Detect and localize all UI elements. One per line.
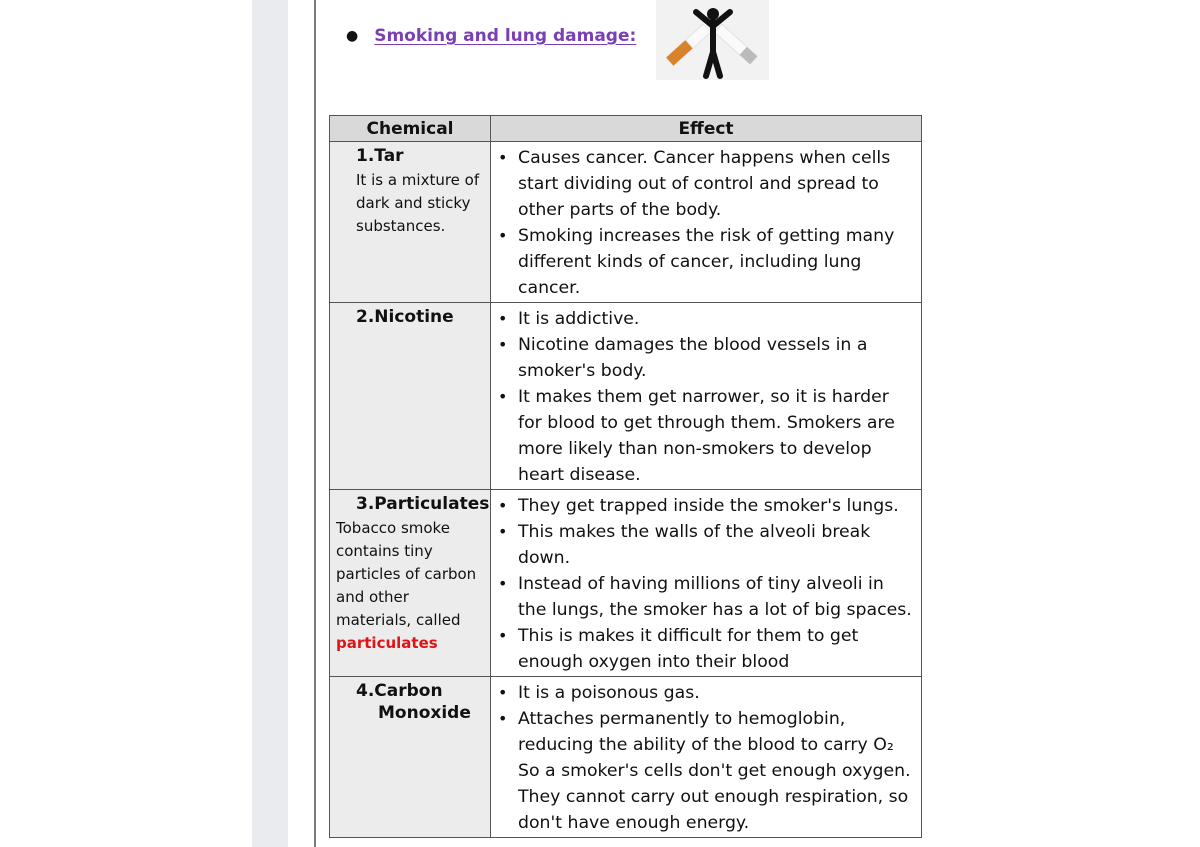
effect-item: • Attaches permanently to hemoglobin, reducing the ability of the blood to carry O₂ So a smoker's cells don't get enough oxygen. They cannot carry out enough respiration, so don't have enough energy. bbox=[518, 706, 913, 836]
effect-item: • Instead of having millions of tiny alveoli in the lungs, the smoker has a lot of big spaces. bbox=[518, 571, 913, 623]
effect-item: • It is addictive. bbox=[518, 306, 913, 332]
table-row-carbon-monoxide bbox=[330, 677, 922, 838]
chemical-cell bbox=[330, 303, 491, 490]
heading-bullet: ● bbox=[346, 28, 359, 44]
highlight-term: particulates bbox=[336, 634, 438, 652]
table-row-tar bbox=[330, 142, 922, 303]
effect-item: • This makes the walls of the alveoli break down. bbox=[518, 519, 913, 571]
chemical-name: 4.Carbon bbox=[356, 681, 443, 701]
table-row-nicotine bbox=[330, 303, 922, 490]
header-chemical: Chemical bbox=[330, 116, 491, 142]
broken-cigarette-figure-icon bbox=[656, 0, 769, 80]
chemical-name: 3.Particulates bbox=[356, 494, 490, 514]
effect-cell bbox=[491, 303, 922, 490]
chemical-cell bbox=[330, 142, 491, 303]
page-edge-line bbox=[314, 0, 316, 847]
effect-cell bbox=[491, 677, 922, 838]
table-header-row bbox=[330, 116, 922, 142]
header-effect: Effect bbox=[491, 116, 922, 142]
effect-cell bbox=[491, 142, 922, 303]
effect-item: • Causes cancer. Cancer happens when cells start dividing out of control and spread to other parts of the body. bbox=[518, 145, 913, 223]
effect-item: • It makes them get narrower, so it is harder for blood to get through them. Smokers are more likely than non-smokers to develop heart disease. bbox=[518, 384, 913, 488]
effect-cell bbox=[491, 490, 922, 677]
chemical-effect-table bbox=[329, 115, 922, 838]
chemical-cell bbox=[330, 490, 491, 677]
chemical-description: Tobacco smoke contains tiny particles of carbon and other materials, called bbox=[336, 519, 477, 629]
chemical-name-continued: Monoxide bbox=[378, 703, 471, 723]
table-row-particulates bbox=[330, 490, 922, 677]
chemical-cell bbox=[330, 677, 491, 838]
chemical-name: 2.Nicotine bbox=[356, 307, 454, 327]
effect-item: • This is makes it difficult for them to get enough oxygen into their blood bbox=[518, 623, 913, 675]
effect-item: • It is a poisonous gas. bbox=[518, 680, 913, 706]
section-heading bbox=[346, 26, 636, 46]
effect-item: • Smoking increases the risk of getting many different kinds of cancer, including lung cancer. bbox=[518, 223, 913, 301]
effect-item: • Nicotine damages the blood vessels in a smoker's body. bbox=[518, 332, 913, 384]
chemical-name: 1.Tar bbox=[356, 146, 404, 166]
heading-text: Smoking and lung damage: bbox=[374, 26, 637, 46]
chemical-description: It is a mixture of dark and sticky substances. bbox=[356, 171, 480, 235]
effect-item: • They get trapped inside the smoker's lungs. bbox=[518, 493, 913, 519]
left-margin-strip bbox=[252, 0, 288, 847]
